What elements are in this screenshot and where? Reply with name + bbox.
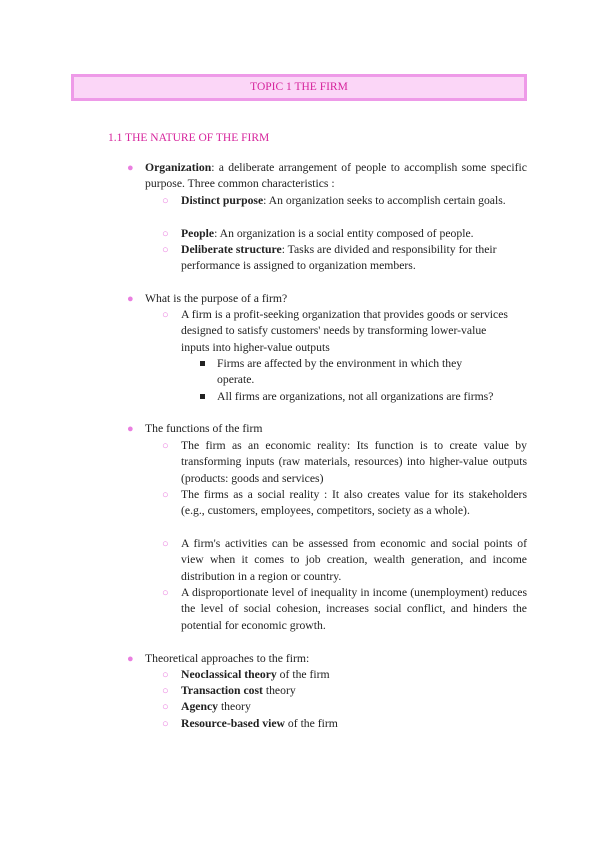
distinct-purpose-text: : An organization seeks to accomplish certain goals. bbox=[263, 194, 506, 207]
sub-item-resource-based bbox=[181, 716, 527, 732]
sub-item-neoclassical bbox=[181, 667, 527, 683]
term-distinct-purpose: Distinct purpose bbox=[181, 194, 264, 207]
square-bullet-icon bbox=[200, 394, 205, 399]
circle-bullet-icon: ○ bbox=[162, 228, 169, 240]
resource-based-text: of the firm bbox=[284, 717, 338, 730]
term-neoclassical: Neoclassical theory bbox=[181, 668, 277, 681]
term-people: People bbox=[181, 227, 215, 240]
bullet-icon: ● bbox=[127, 162, 134, 174]
sub-item-assessment: A firm's activities can be assessed from economic and social points of view when it comes to job creation, wealth generation, and income distribution in a region or country. bbox=[181, 537, 527, 583]
list-item-organization bbox=[145, 160, 527, 193]
neoclassical-text: of the firm bbox=[276, 668, 330, 681]
list-item-functions: The functions of the firm bbox=[145, 422, 263, 435]
term-resource-based: Resource-based view bbox=[181, 717, 285, 730]
sub-item-inequality: A disproportionate level of inequality in income (unemployment) reduces the level of social cohesion, increases social conflict, and hinders the potential for economic growth. bbox=[181, 586, 527, 632]
agency-text: theory bbox=[218, 700, 251, 713]
deliberate-structure-text: : Tasks are divided and responsibility for their performance is assigned to organization members. bbox=[181, 243, 497, 273]
list-item-purpose: What is the purpose of a firm? bbox=[145, 292, 288, 305]
sub-item-economic-reality: The firm as an economic reality: Its function is to create value by transforming inputs (raw materials, resources) into higher-value outputs (products: goods and services) bbox=[181, 439, 527, 485]
point-environment: Firms are affected by the environment in which they operate. bbox=[217, 357, 463, 387]
circle-bullet-icon: ○ bbox=[162, 685, 169, 697]
list-item-theories: Theoretical approaches to the firm: bbox=[145, 652, 310, 665]
circle-bullet-icon: ○ bbox=[162, 309, 169, 321]
circle-bullet-icon: ○ bbox=[162, 587, 169, 599]
sub-item-deliberate-structure bbox=[181, 242, 527, 275]
term-deliberate-structure: Deliberate structure bbox=[181, 243, 282, 256]
bullet-icon: ● bbox=[127, 653, 134, 665]
point-organizations: All firms are organizations, not all organizations are firms? bbox=[217, 390, 494, 403]
term-agency: Agency bbox=[181, 700, 219, 713]
square-bullet-icon bbox=[200, 361, 205, 366]
organization-text: : a deliberate arrangement of people to accomplish some specific purpose. Three common characteristics : bbox=[145, 161, 527, 191]
circle-bullet-icon: ○ bbox=[162, 718, 169, 730]
circle-bullet-icon: ○ bbox=[162, 244, 169, 256]
circle-bullet-icon: ○ bbox=[162, 538, 169, 550]
term-organization: Organization bbox=[145, 161, 212, 174]
sub-item-firm-definition: A firm is a profit-seeking organization that provides goods or services designed to satisfy customers' needs by transforming lower-value inputs into higher-value outputs bbox=[181, 308, 508, 354]
sub-item-distinct-purpose bbox=[181, 193, 527, 209]
transaction-cost-text: theory bbox=[262, 684, 296, 697]
section-heading: 1.1 THE NATURE OF THE FIRM bbox=[108, 132, 270, 144]
sub-item-people bbox=[181, 226, 527, 242]
circle-bullet-icon: ○ bbox=[162, 669, 169, 681]
sub-item-social-reality: The firms as a social reality : It also creates value for its stakeholders (e.g., customers, employees, competitors, society as a whole). bbox=[181, 488, 527, 518]
sub-item-transaction-cost bbox=[181, 683, 527, 699]
sub-item-agency bbox=[181, 699, 527, 715]
bullet-icon: ● bbox=[127, 423, 134, 435]
circle-bullet-icon: ○ bbox=[162, 489, 169, 501]
bullet-icon: ● bbox=[127, 293, 134, 305]
circle-bullet-icon: ○ bbox=[162, 195, 169, 207]
circle-bullet-icon: ○ bbox=[162, 701, 169, 713]
term-transaction-cost: Transaction cost bbox=[181, 684, 263, 697]
page-title: TOPIC 1 THE FIRM bbox=[71, 74, 527, 101]
people-text: : An organization is a social entity composed of people. bbox=[214, 227, 474, 240]
circle-bullet-icon: ○ bbox=[162, 440, 169, 452]
